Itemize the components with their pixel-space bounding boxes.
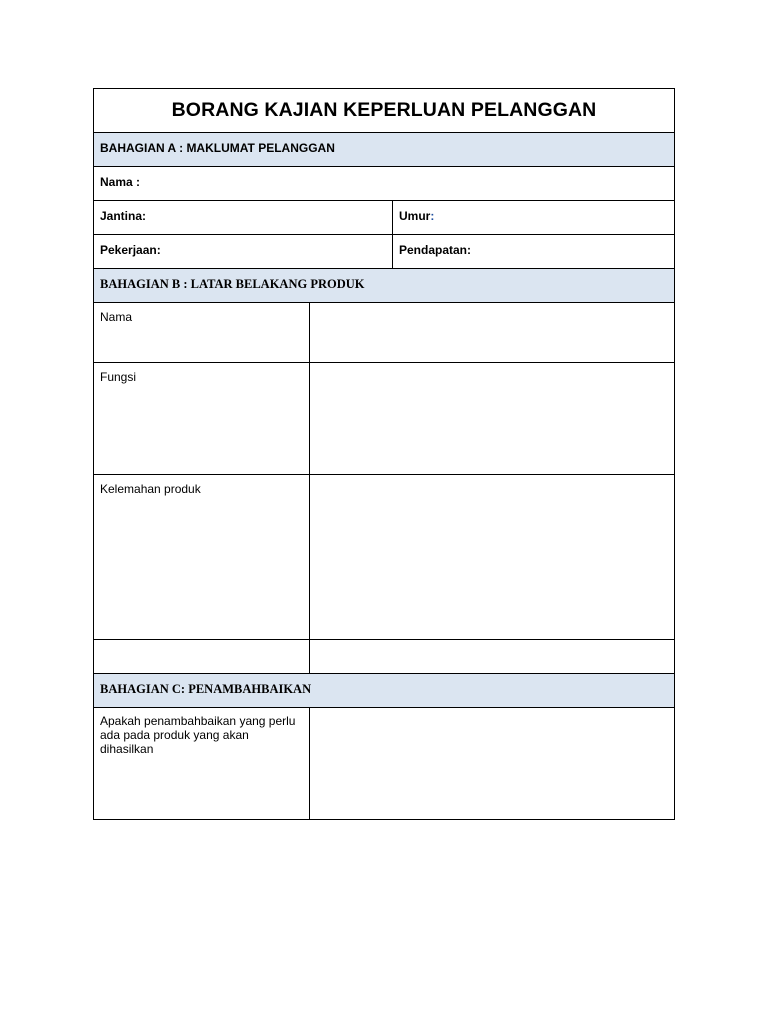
umur-field[interactable] [392, 201, 674, 234]
blank-row [94, 639, 674, 673]
nama-row [94, 166, 674, 200]
fungsi-row [94, 362, 674, 474]
pekerjaan-label: Pekerjaan: [100, 243, 161, 257]
pendapatan-label: Pendapatan: [399, 243, 472, 257]
section-a-heading: BAHAGIAN A : MAKLUMAT PELANGGAN [100, 141, 335, 155]
penambahbaikan-input[interactable] [309, 708, 674, 819]
kelemahan-input[interactable] [309, 475, 674, 639]
produk-nama-label: Nama [100, 310, 133, 324]
produk-nama-row [94, 302, 674, 362]
title-row [94, 89, 674, 132]
section-c-heading: BAHAGIAN C: PENAMBAHBAIKAN [100, 682, 312, 696]
jantina-field[interactable] [94, 201, 392, 234]
pekerjaan-field[interactable] [94, 235, 392, 268]
pekerjaan-pendapatan-row [94, 234, 674, 268]
pendapatan-field[interactable] [392, 235, 674, 268]
section-b-header [94, 268, 674, 302]
fungsi-input[interactable] [309, 363, 674, 474]
umur-colon: : [430, 209, 435, 223]
kelemahan-row [94, 474, 674, 639]
kelemahan-label: Kelemahan produk [100, 482, 201, 496]
customer-needs-form [93, 88, 675, 820]
nama-field[interactable] [94, 167, 674, 200]
blank-left-cell[interactable] [94, 640, 309, 673]
fungsi-label: Fungsi [100, 370, 137, 384]
section-c-header [94, 673, 674, 707]
jantina-label: Jantina: [100, 209, 147, 223]
section-b-heading: BAHAGIAN B : LATAR BELAKANG PRODUK [100, 277, 365, 291]
umur-label: Umur [399, 209, 431, 223]
form-title: BORANG KAJIAN KEPERLUAN PELANGGAN [171, 99, 597, 121]
nama-label: Nama : [100, 175, 141, 189]
blank-right-cell[interactable] [309, 640, 674, 673]
penambahbaikan-row [94, 707, 674, 819]
produk-nama-input[interactable] [309, 303, 674, 362]
jantina-umur-row [94, 200, 674, 234]
penambahbaikan-question: Apakah penambahbaikan yang perlu ada pada produk yang akan dihasilkan [100, 714, 296, 756]
section-a-header [94, 132, 674, 166]
